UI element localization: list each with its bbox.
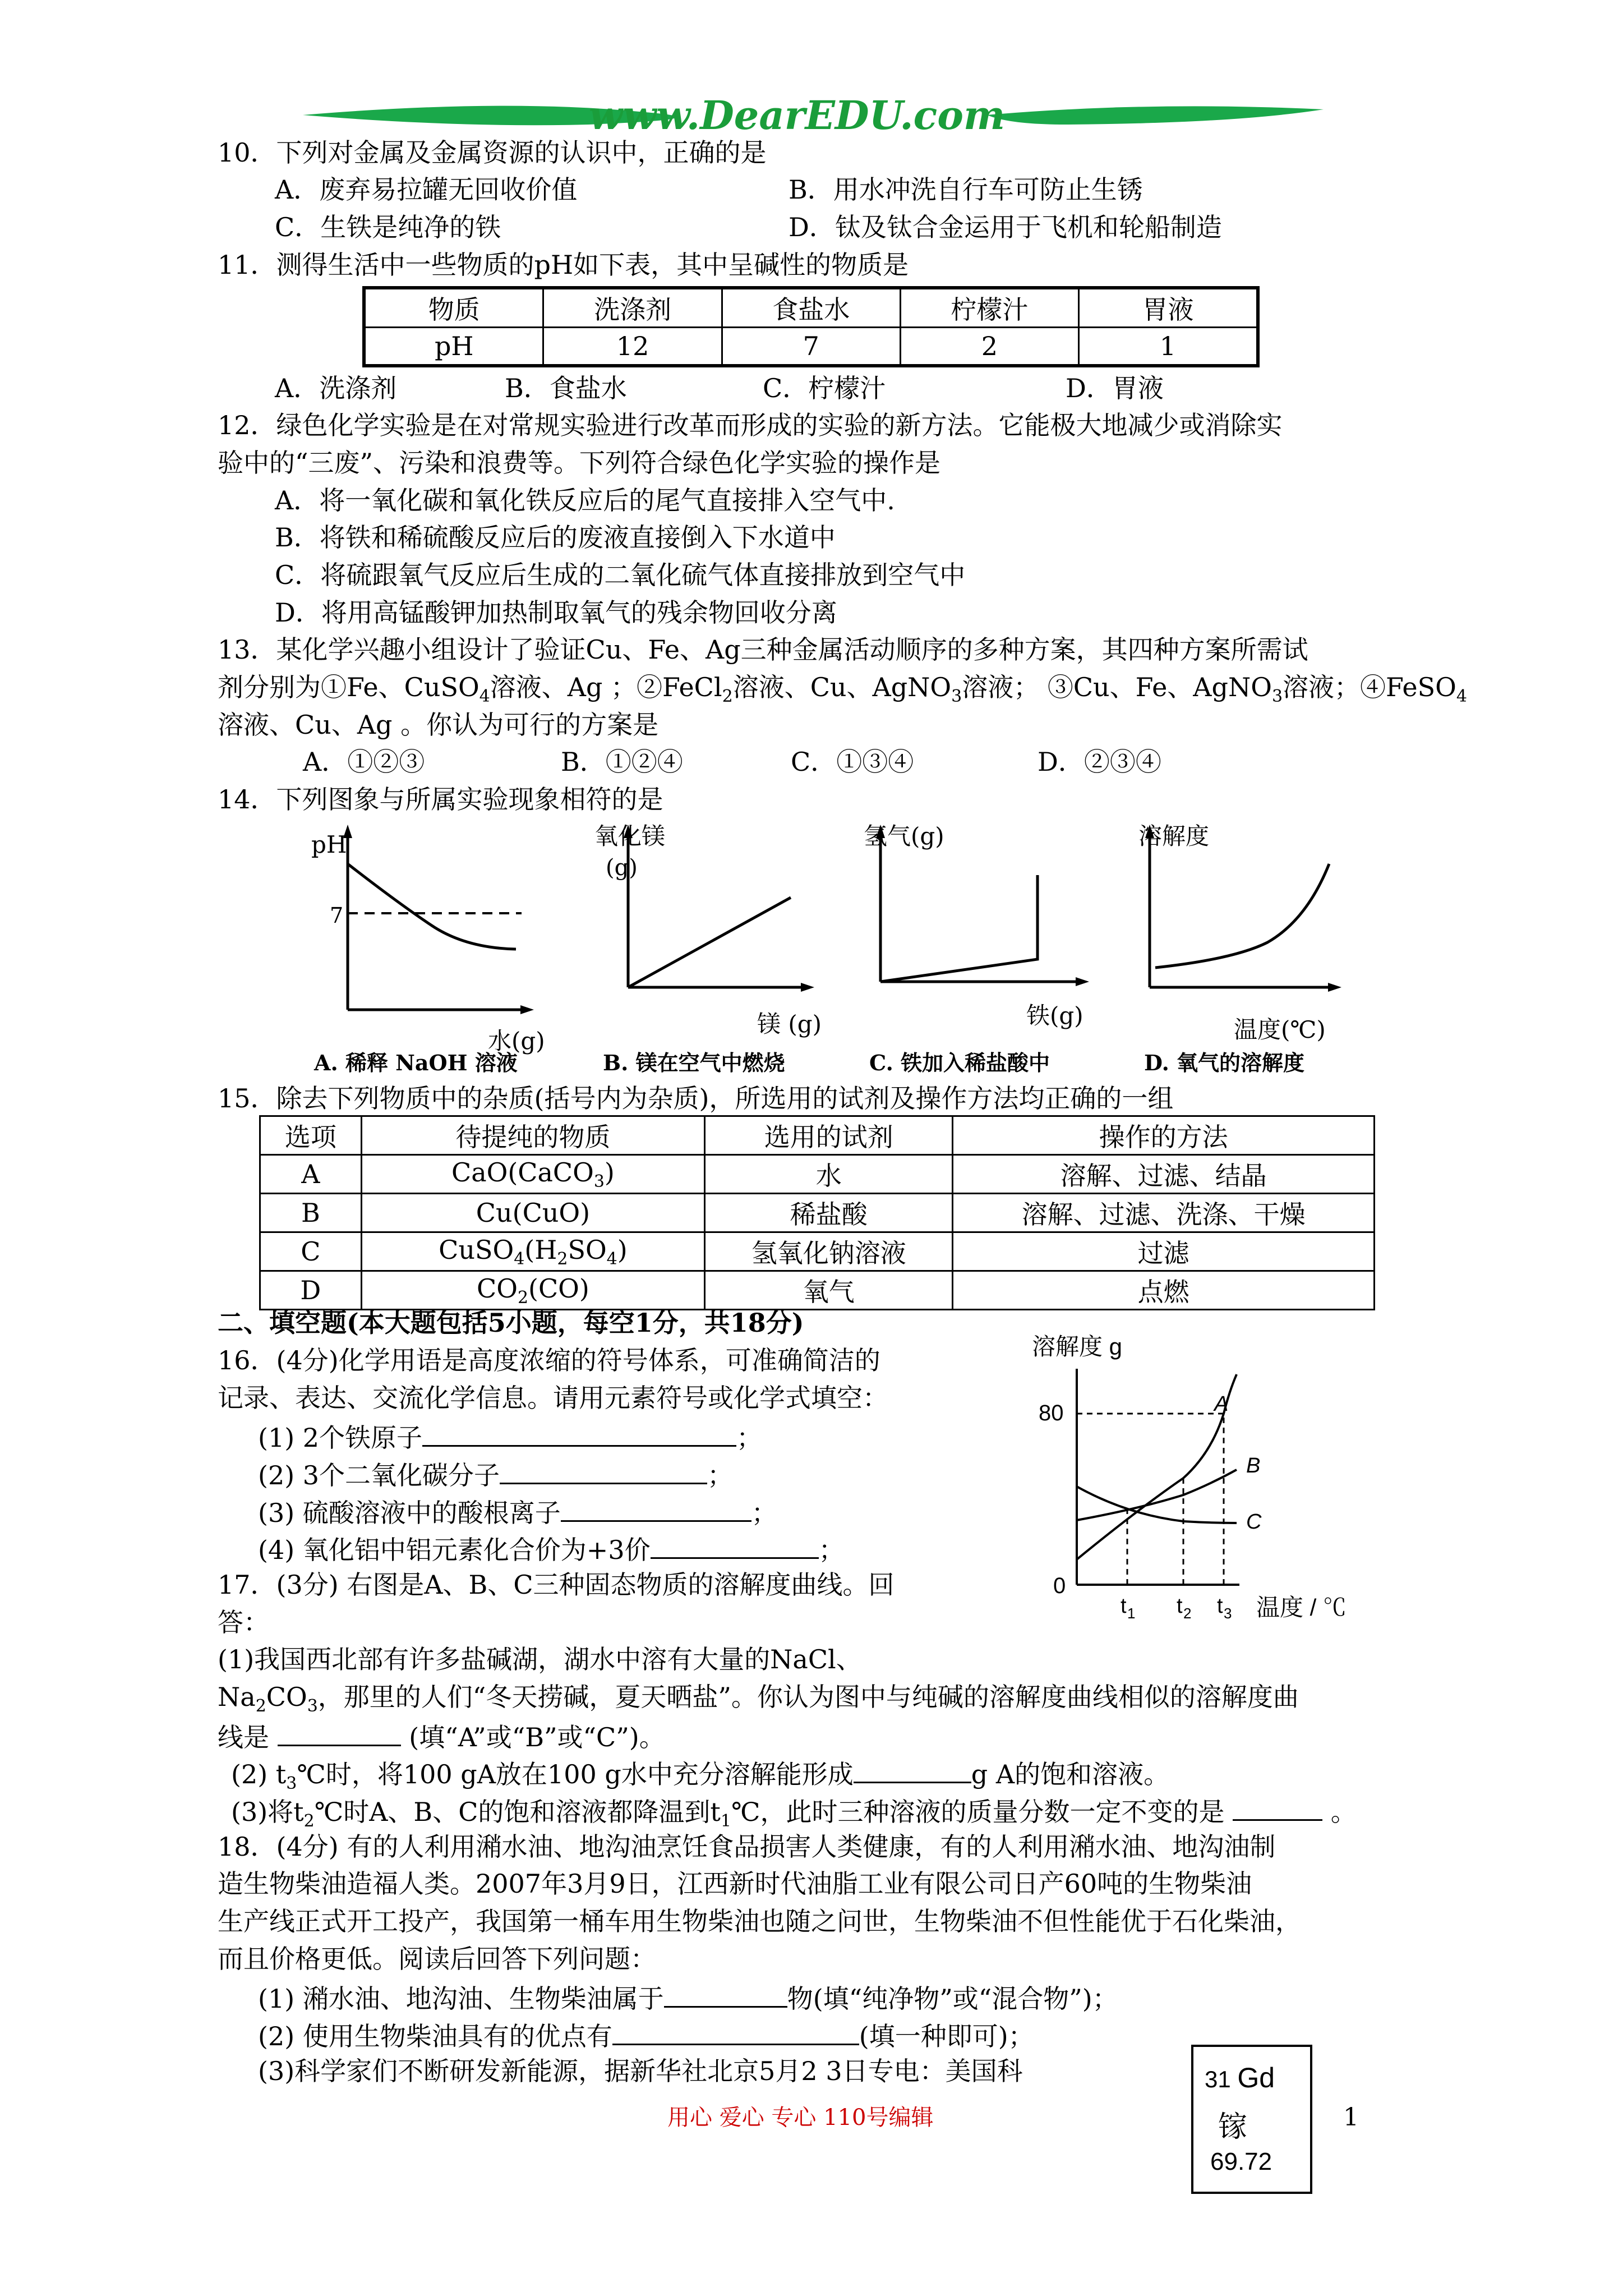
- graph-a-ylabel: pH: [311, 831, 347, 858]
- answer-blank: [278, 1718, 401, 1746]
- q18-item2: (2) 使用生物柴油具有的优点有 (填一种即可)；: [258, 2017, 1034, 2053]
- svg-text:3: 3: [1224, 1605, 1232, 1622]
- chart-xlabel: 温度 / ℃: [1256, 1594, 1347, 1621]
- q13-line3: 溶液、Cu、Ag 。你认为可行的方案是: [218, 710, 659, 740]
- q18-line2: 造生物柴油造福人类。2007年3月9日，江西新时代油脂工业有限公司日产60吨的生物柴油: [218, 1869, 1252, 1899]
- q12-line1: 12．绿色化学实验是在对常规实验进行改革而形成的实验的新方法。它能极大地减少或消除实: [218, 410, 1283, 440]
- graph-d-caption: D. 氧气的溶解度: [1144, 1050, 1305, 1075]
- element-number: 31: [1205, 2066, 1231, 2092]
- graph-a-xlabel: 水(g): [488, 1027, 545, 1055]
- answer-blank: [500, 1456, 707, 1484]
- q17-line3: (1)我国西北部有许多盐碱湖，湖水中溶有大量的NaCl、: [218, 1644, 862, 1674]
- graph-a-caption: A. 稀释 NaOH 溶液: [314, 1050, 518, 1075]
- table-cell: CaO(CaCO$_3$): [361, 1155, 704, 1194]
- q16-item2: (2) 3个二氧化碳分子 ；: [258, 1456, 733, 1492]
- table-cell: $CuSO_4(H_2SO_4)$: [361, 1232, 704, 1271]
- q18-line4: 而且价格更低。阅读后回答下列问题：: [218, 1944, 656, 1974]
- q16-item3: (3) 硫酸溶液中的酸根离子 ；: [258, 1493, 777, 1530]
- curve-b: [1077, 1470, 1237, 1520]
- q11-option-b: B．食盐水: [505, 373, 627, 403]
- answer-blank: [561, 1493, 751, 1522]
- q15-table: [259, 1115, 1375, 1310]
- table-cell: 氧气: [705, 1271, 953, 1310]
- table-header: 选用的试剂: [705, 1116, 953, 1155]
- table-row: [260, 1194, 1375, 1232]
- element-card: [1191, 2045, 1312, 2194]
- q13-line2: 剂分别为①Fe、CuSO$_4$溶液、Ag ；②FeCl$_2$溶液、Cu、AgNO$_3$溶液； ③Cu、Fe、AgNO$_3$溶液；④FeSO$_4$: [218, 672, 1467, 706]
- q11-option-c: C．柠檬汁: [763, 373, 886, 403]
- graph-d-xlabel: 温度(℃): [1234, 1016, 1326, 1043]
- graph-b-xlabel: 镁 (g): [757, 1010, 822, 1038]
- q10-stem: 10．下列对金属及金属资源的认识中，正确的是: [218, 137, 767, 168]
- q13-option-b: B．①②④: [561, 747, 683, 777]
- table-cell: 氢氧化钠溶液: [705, 1232, 953, 1271]
- q10-option-b: B．用水冲洗自行车可防止生锈: [789, 174, 1143, 205]
- table-cell: 稀盐酸: [705, 1194, 953, 1232]
- table-cell: D: [260, 1271, 362, 1310]
- table-cell: 物质: [364, 288, 543, 328]
- footer-text: 用心 爱心 专心 110号编辑: [667, 2105, 934, 2131]
- chart-t3: t: [1217, 1594, 1223, 1618]
- q12-option-c: C．将硫跟氧气反应后生成的二氧化硫气体直接排放到空气中: [275, 560, 966, 590]
- curve-b-label: B: [1246, 1454, 1261, 1478]
- table-cell: 胃液: [1078, 288, 1258, 328]
- table-cell: A: [260, 1155, 362, 1194]
- svg-text:2: 2: [1183, 1605, 1192, 1622]
- q13-option-c: C．①③④: [791, 747, 914, 777]
- q12-line2: 验中的“三废”、污染和浪费等。下列符合绿色化学实验的操作是: [218, 448, 941, 478]
- graph-c-ylabel: 氢气(g): [864, 822, 944, 850]
- element-symbol: Gd: [1237, 2062, 1275, 2093]
- page-number: 1: [1343, 2103, 1359, 2132]
- q18-item1: (1) 潲水油、地沟油、生物柴油属于 物(填“纯净物”或“混合物”)；: [258, 1979, 1118, 2016]
- q17-line4: $Na_2CO_3$，那里的人们“冬天捞碱，夏天晒盐”。你认为图中与纯碱的溶解度曲线相似的溶解度曲: [218, 1682, 1299, 1716]
- q14-stem: 14．下列图象与所属实验现象相符的是: [218, 784, 663, 815]
- q18-line1: 18．(4分) 有的人利用潲水油、地沟油烹饪食品损害人类健康，有的人利用潲水油、地沟油制: [218, 1832, 1276, 1862]
- chart-origin: 0: [1053, 1573, 1066, 1598]
- site-logo: www.DearEDU.com: [589, 92, 1006, 139]
- chart-t1: t: [1121, 1594, 1127, 1618]
- graph-c: [864, 822, 1089, 1029]
- q11-stem: 11．测得生活中一些物质的pH如下表，其中呈碱性的物质是: [218, 250, 909, 280]
- graph-b-caption: B. 镁在空气中燃烧: [603, 1050, 785, 1075]
- q11-ph-table: [362, 286, 1260, 367]
- q10-option-a: A．废弃易拉罐无回收价值: [275, 174, 578, 205]
- q13-option-a: A．①②③: [303, 747, 425, 777]
- graph-b-line: [628, 898, 791, 987]
- answer-blank: [854, 1755, 971, 1783]
- graph-b-ylabel-unit: (g): [606, 855, 638, 881]
- q17-solubility-chart: [1026, 1329, 1385, 1632]
- table-row: [260, 1155, 1375, 1194]
- table-cell: 点燃: [953, 1271, 1375, 1310]
- chart-t2: t: [1177, 1594, 1183, 1618]
- chart-tick-80: 80: [1039, 1401, 1064, 1425]
- table-cell: 溶解、过滤、结晶: [953, 1155, 1375, 1194]
- q10-option-c: C．生铁是纯净的铁: [275, 212, 501, 242]
- table-cell: Cu(CuO): [361, 1194, 704, 1232]
- table-cell: 2: [900, 328, 1078, 366]
- answer-blank: [1233, 1792, 1322, 1821]
- q10-option-d: D．钛及钛合金运用于飞机和轮船制造: [789, 212, 1222, 242]
- table-cell: 水: [705, 1155, 953, 1194]
- header-banner: [0, 0, 1623, 146]
- q17-line6: (2) $t_3℃$时，将100 gA放在100 g水中充分溶解能形成 g A的饱和溶液。: [231, 1755, 1169, 1801]
- table-header: 待提纯的物质: [361, 1116, 704, 1155]
- q17-line1: 17．(3分) 右图是A、B、C三种固态物质的溶解度曲线。回: [218, 1570, 895, 1600]
- q16-line2: 记录、表达、交流化学信息。请用元素符号或化学式填空：: [218, 1383, 888, 1413]
- q11-option-d: D．胃液: [1066, 373, 1164, 403]
- right-swoosh-icon: [987, 106, 1324, 125]
- graph-c-line: [880, 875, 1038, 982]
- table-row: [260, 1271, 1375, 1310]
- table-header: 选项: [260, 1116, 362, 1155]
- curve-c: [1077, 1487, 1237, 1523]
- table-cell: 洗涤剂: [543, 288, 722, 328]
- graph-d-curve: [1155, 864, 1329, 968]
- element-name: 镓: [1218, 2110, 1248, 2144]
- graph-a: [311, 825, 545, 1055]
- q18-item3: (3)科学家们不断研发新能源，据新华社北京5月2 3日专电：美国科: [258, 2056, 1023, 2086]
- q12-option-d: D．将用高锰酸钾加热制取氧气的残余物回收分离: [275, 597, 837, 628]
- table-cell: 1: [1078, 328, 1258, 366]
- curve-a-label: A: [1214, 1392, 1229, 1416]
- curve-a: [1077, 1374, 1237, 1559]
- svg-text:1: 1: [1127, 1605, 1136, 1622]
- table-cell: 12: [543, 328, 722, 366]
- table-cell: $CO_2(CO)$: [361, 1271, 704, 1310]
- q13-line1: 13．某化学兴趣小组设计了验证Cu、Fe、Ag三种金属活动顺序的多种方案，其四种方案所需试: [218, 634, 1308, 665]
- q17-line7: (3)将$t_2℃$时A、B、C的饱和溶液都降温到$t_1℃$，此时三种溶液的质量分数一定不变的是 。: [231, 1792, 1357, 1838]
- graph-c-xlabel: 铁(g): [1026, 1002, 1083, 1029]
- q16-item4: (4) 氧化铝中铝元素化合价为+3价 ；: [258, 1530, 845, 1567]
- table-cell: 柠檬汁: [900, 288, 1078, 328]
- q16-item1: (1) 2个铁原子 ；: [258, 1418, 762, 1455]
- table-cell: 溶解、过滤、洗涤、干燥: [953, 1194, 1375, 1232]
- graph-b: [594, 822, 822, 1038]
- table-row: [260, 1232, 1375, 1271]
- graph-d: [1138, 822, 1341, 1043]
- graph-a-curve: [348, 864, 516, 949]
- q18-line3: 生产线正式开工投产，我国第一桶车用生物柴油也随之问世，生物柴油不但性能优于石化柴油，: [218, 1906, 1301, 1936]
- answer-blank: [651, 1530, 819, 1559]
- table-cell: 食盐水: [722, 288, 900, 328]
- q16-line1: 16．(4分)化学用语是高度浓缩的符号体系，可准确简洁的: [218, 1345, 880, 1375]
- answer-blank: [664, 1979, 787, 2008]
- table-cell: pH: [364, 328, 543, 366]
- section-title: 二、填空题(本大题包括5小题，每空1分，共18分): [218, 1308, 804, 1338]
- q15-stem: 15．除去下列物质中的杂质(括号内为杂质)，所选用的试剂及操作方法均正确的一组: [218, 1083, 1174, 1114]
- element-mass: 69.72: [1210, 2148, 1272, 2175]
- q13-option-d: D．②③④: [1038, 747, 1161, 777]
- q12-option-b: B．将铁和稀硫酸反应后的废液直接倒入下水道中: [275, 522, 836, 553]
- table-cell: B: [260, 1194, 362, 1232]
- q11-option-a: A．洗涤剂: [275, 373, 397, 403]
- graph-a-tick: 7: [330, 903, 344, 928]
- q17-line2: 答：: [218, 1607, 269, 1637]
- answer-blank: [422, 1418, 736, 1447]
- q14-graphs: [303, 819, 1391, 1077]
- q12-option-a: A．将一氧化碳和氧化铁反应后的尾气直接排入空气中.: [275, 485, 895, 516]
- curve-c-label: C: [1246, 1510, 1262, 1534]
- table-cell: 过滤: [953, 1232, 1375, 1271]
- answer-blank: [612, 2017, 859, 2045]
- q17-line5: 线是 (填“A”或“B”或“C”)。: [218, 1718, 665, 1754]
- table-header: 操作的方法: [953, 1116, 1375, 1155]
- graph-c-caption: C. 铁加入稀盐酸中: [869, 1050, 1050, 1075]
- table-cell: C: [260, 1232, 362, 1271]
- graph-d-ylabel: 溶解度: [1138, 822, 1210, 850]
- graph-b-ylabel: 氧化镁: [594, 822, 666, 850]
- table-cell: 7: [722, 328, 900, 366]
- chart-ylabel: 溶解度 g: [1032, 1333, 1123, 1360]
